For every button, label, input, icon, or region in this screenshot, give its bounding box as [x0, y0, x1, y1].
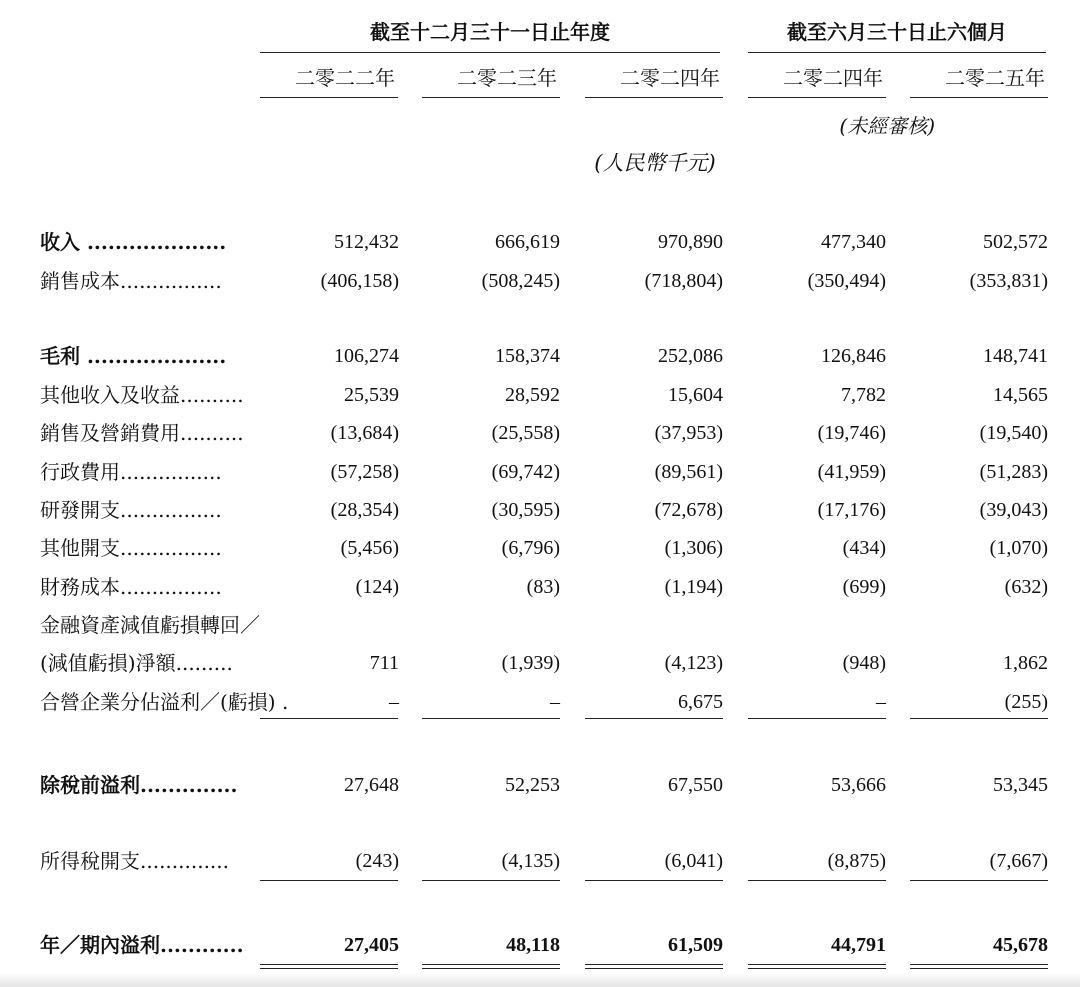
header-group-underline: [260, 52, 720, 53]
value-cell: (350,494): [807, 270, 886, 292]
value-cell: (69,742): [491, 461, 560, 483]
page-edge-shadow: [0, 973, 1080, 987]
subtotal-rule: [260, 880, 398, 881]
value-cell: (17,176): [817, 499, 886, 521]
column-header-2023: 二零二三年: [457, 66, 557, 90]
value-cell: (243): [355, 850, 399, 872]
value-cell: –: [389, 691, 399, 713]
value-cell: (72,678): [654, 499, 723, 521]
subtotal-rule: [748, 880, 886, 881]
value-cell: 53,666: [831, 774, 886, 796]
value-cell: (1,194): [664, 576, 723, 598]
value-cell: (434): [842, 537, 886, 559]
subtotal-rule: [422, 718, 560, 719]
row-label: (減值虧損)淨額.........: [40, 651, 233, 675]
row-label: 研發開支................: [40, 498, 222, 522]
row-label: 年／期內溢利............: [40, 933, 244, 957]
value-cell: –: [550, 691, 560, 713]
value-cell: (28,354): [330, 499, 399, 521]
row-label: 除稅前溢利..............: [40, 773, 238, 797]
value-cell: (5,456): [340, 537, 399, 559]
value-cell: (30,595): [491, 499, 560, 521]
value-cell: 67,550: [668, 774, 723, 796]
value-cell: (353,831): [969, 270, 1048, 292]
value-cell: 48,118: [506, 934, 560, 956]
value-cell: (1,939): [501, 652, 560, 674]
value-cell: 512,432: [334, 231, 399, 253]
row-label: 銷售及營銷費用..........: [40, 421, 244, 445]
value-cell: (83): [526, 576, 560, 598]
value-cell: 6,675: [678, 691, 723, 713]
column-header-2025-h1: 二零二五年: [945, 66, 1045, 90]
value-cell: 126,846: [821, 345, 886, 367]
subtotal-rule: [910, 718, 1048, 719]
subtotal-rule: [748, 718, 886, 719]
value-cell: (51,283): [979, 461, 1048, 483]
value-cell: 1,862: [1003, 652, 1048, 674]
header-group-underline: [748, 52, 1046, 53]
value-cell: (632): [1004, 576, 1048, 598]
value-cell: (39,043): [979, 499, 1048, 521]
column-header-underline: [748, 97, 886, 98]
value-cell: 711: [369, 652, 399, 674]
value-cell: (13,684): [330, 422, 399, 444]
value-cell: (41,959): [817, 461, 886, 483]
value-cell: (19,746): [817, 422, 886, 444]
value-cell: (4,123): [664, 652, 723, 674]
value-cell: –: [876, 691, 886, 713]
column-header-underline: [260, 97, 398, 98]
value-cell: (89,561): [654, 461, 723, 483]
value-cell: (6,796): [501, 537, 560, 559]
value-cell: (699): [842, 576, 886, 598]
row-label: 所得稅開支..............: [40, 849, 230, 873]
column-header-underline: [422, 97, 560, 98]
row-label: 其他開支................: [40, 536, 222, 560]
value-cell: 158,374: [495, 345, 560, 367]
currency-unit: (人民幣千元): [594, 151, 716, 175]
value-cell: 61,509: [668, 934, 723, 956]
column-header-2024: 二零二四年: [620, 66, 720, 90]
column-header-underline: [910, 97, 1048, 98]
row-label: 合營企業分佔溢利／(虧損) .: [40, 690, 289, 714]
value-cell: (57,258): [330, 461, 399, 483]
value-cell: (7,667): [989, 850, 1048, 872]
value-cell: 28,592: [505, 384, 560, 406]
subtotal-rule: [585, 880, 723, 881]
subtotal-rule: [260, 718, 398, 719]
value-cell: (948): [842, 652, 886, 674]
total-double-rule: [585, 964, 723, 969]
row-label: 行政費用................: [40, 460, 222, 484]
value-cell: (124): [355, 576, 399, 598]
total-double-rule: [260, 964, 398, 969]
value-cell: 25,539: [344, 384, 399, 406]
unaudited-note: (未經審核): [839, 114, 935, 138]
value-cell: 27,405: [344, 934, 399, 956]
value-cell: 45,678: [993, 934, 1048, 956]
column-header-underline: [585, 97, 723, 98]
value-cell: (1,306): [664, 537, 723, 559]
row-label: 毛利 ....................: [40, 344, 227, 368]
subtotal-rule: [422, 880, 560, 881]
value-cell: 44,791: [831, 934, 886, 956]
value-cell: (1,070): [989, 537, 1048, 559]
value-cell: 15,604: [668, 384, 723, 406]
value-cell: 148,741: [983, 345, 1048, 367]
total-double-rule: [748, 964, 886, 969]
value-cell: 14,565: [993, 384, 1048, 406]
row-label: 其他收入及收益..........: [40, 383, 244, 407]
value-cell: (37,953): [654, 422, 723, 444]
value-cell: 502,572: [983, 231, 1048, 253]
value-cell: 7,782: [841, 384, 886, 406]
value-cell: 106,274: [334, 345, 399, 367]
column-header-2024-h1: 二零二四年: [783, 66, 883, 90]
value-cell: (8,875): [827, 850, 886, 872]
subtotal-rule: [910, 880, 1048, 881]
value-cell: (4,135): [501, 850, 560, 872]
value-cell: 53,345: [993, 774, 1048, 796]
value-cell: (718,804): [644, 270, 723, 292]
value-cell: 477,340: [821, 231, 886, 253]
subtotal-rule: [585, 718, 723, 719]
row-label: 銷售成本................: [40, 269, 222, 293]
header-group-six-months: 截至六月三十日止六個月: [787, 20, 1007, 44]
header-group-year-ended: 截至十二月三十一日止年度: [370, 20, 610, 44]
row-label: 金融資產減值虧損轉回／: [40, 613, 260, 637]
value-cell: 970,890: [658, 231, 723, 253]
total-double-rule: [422, 964, 560, 969]
value-cell: (406,158): [320, 270, 399, 292]
value-cell: 666,619: [495, 231, 560, 253]
value-cell: 27,648: [344, 774, 399, 796]
column-header-2022: 二零二二年: [295, 66, 395, 90]
value-cell: 252,086: [658, 345, 723, 367]
value-cell: (6,041): [664, 850, 723, 872]
value-cell: (255): [1004, 691, 1048, 713]
value-cell: (19,540): [979, 422, 1048, 444]
row-label: 財務成本................: [40, 575, 222, 599]
row-label: 收入 ....................: [40, 230, 227, 254]
value-cell: 52,253: [505, 774, 560, 796]
value-cell: (25,558): [491, 422, 560, 444]
value-cell: (508,245): [481, 270, 560, 292]
total-double-rule: [910, 964, 1048, 969]
